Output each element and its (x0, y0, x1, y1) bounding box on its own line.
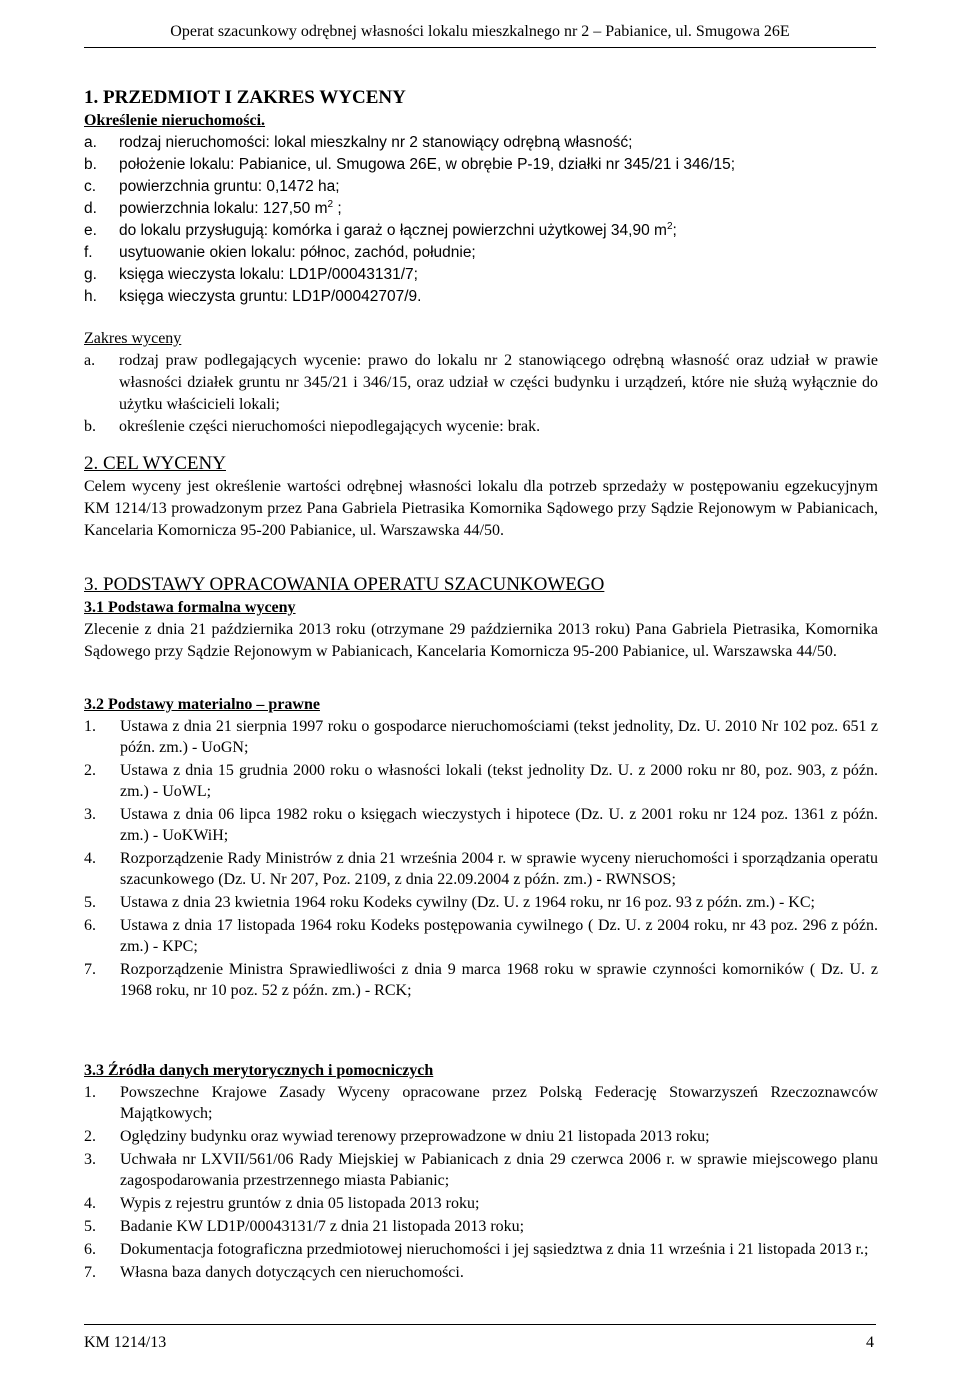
legal-basis-heading: 3.2 Podstawy materialno – prawne (84, 696, 320, 713)
purpose-text: Celem wyceny jest określenie wartości odrębnej własności lokalu dla potrzeb sprzedaży w postępowaniu egzekucyjnym KM 1214/13 prowadzonym przez Pana Gabriela Pietrasika Komornika Sądowego przy Sądzie Rejonowym w Pabianicach, Kancelaria Komornicza 95-200 Pabianice, ul. Warszawska 44/50. (84, 478, 878, 539)
section-3-heading: 3. PODSTAWY OPRACOWANIA OPERATU SZACUNKOWEGO (84, 574, 605, 595)
scope-list (84, 350, 878, 438)
data-sources-block (84, 1060, 878, 1285)
page-footer (84, 1324, 876, 1355)
header-title: Operat szacunkowy odrębnej własności lokalu mieszkalnego nr 2 – Pabianice, ul. Smugowa 26E (170, 23, 790, 40)
list-item: 2. Ustawa z dnia 15 grudnia 2000 roku o własności lokali (tekst jednolity Dz. U. z 2000 roku nr 80, poz. 903, z późn. zm.) - UoWL; (84, 762, 878, 800)
section-purpose (84, 452, 878, 542)
list-item: g. księga wieczysta lokalu: LD1P/00043131/7; (84, 266, 418, 283)
data-sources-heading: 3.3 Źródła danych merytorycznych i pomocniczych (84, 1062, 434, 1079)
section-basis (84, 573, 878, 663)
list-item: a. rodzaj praw podlegających wycenie: prawo do lokalu nr 2 stanowiącego odrębną własność oraz udział w prawie własności działek gruntu nr 345/21 i 346/15, oraz udział w części budynku i urządzeń, które nie służą wyłącznie do użytku właścicieli lokali; (84, 352, 878, 413)
section-subject-scope (84, 86, 878, 308)
list-item: 5. Badanie KW LD1P/00043131/7 z dnia 21 listopada 2013 roku; (84, 1218, 525, 1235)
list-item: 1. Powszechne Krajowe Zasady Wyceny opracowane przez Polską Federację Stowarzyszeń Rzeczoznawców Majątkowych; (84, 1084, 878, 1122)
section-1-heading: 1. PRZEDMIOT I ZAKRES WYCENY (84, 87, 406, 108)
list-item: h. księga wieczysta gruntu: LD1P/00042707/9. (84, 288, 422, 305)
list-item: d. powierzchnia lokalu: 127,50 $m^2$ ; (84, 198, 342, 217)
list-item: 3. Ustawa z dnia 06 lipca 1982 roku o księgach wieczystych i hipotece (Dz. U. z 2001 roku nr 124 poz. 1361 z późn. zm.) - UoKWiH; (84, 806, 878, 844)
scope-heading: Zakres wyceny (84, 330, 182, 347)
list-item: 3. Uchwała nr LXVII/561/06 Rady Miejskiej w Pabianicach z dnia 29 czerwca 2006 r. w sprawie miejscowego planu zagospodarowania przestrzennego miasta Pabianic; (84, 1151, 878, 1189)
list-item: 4. Wypis z rejestru gruntów z dnia 05 listopada 2013 roku; (84, 1195, 480, 1212)
list-item: 7. Rozporządzenie Ministra Sprawiedliwości z dnia 9 marca 1968 roku w sprawie czynności komorników ( Dz. U. z 1968 roku, nr 10 poz. 52 z późn. zm.) - RCK; (84, 961, 878, 999)
section-2-heading: 2. CEL WYCENY (84, 453, 226, 474)
list-item: c. powierzchnia gruntu: 0,1472 ha; (84, 178, 340, 195)
list-item: 6. Dokumentacja fotograficzna przedmiotowej nieruchomości i jej sąsiedztwa z dnia 11 września i 21 listopada 2013 r.; (84, 1241, 869, 1258)
list-item: b. określenie części nieruchomości niepodlegających wycenie: brak. (84, 418, 541, 435)
list-item: e. do lokalu przysługują: komórka i garaż o łącznej powierzchni użytkowej 34,90 $m^2$; (84, 220, 677, 239)
data-sources-list (84, 1082, 878, 1283)
case-number: KM 1214/13 (84, 1334, 167, 1351)
list-item: a. rodzaj nieruchomości: lokal mieszkalny nr 2 stanowiący odrębną własność; (84, 134, 633, 151)
list-item: f. usytuowanie okien lokalu: północ, zachód, południe; (84, 244, 476, 261)
list-item: 7. Własna baza danych dotyczących cen nieruchomości. (84, 1264, 464, 1281)
list-item: 5. Ustawa z dnia 23 kwietnia 1964 roku Kodeks cywilny (Dz. U. z 1964 roku, nr 16 poz. 93 z późn. zm.) - KC; (84, 894, 815, 911)
page-header (84, 20, 876, 48)
list-item: 2. Oględziny budynku oraz wywiad terenowy przeprowadzone w dniu 21 listopada 2013 roku; (84, 1128, 710, 1145)
formal-basis-text: Zlecenie z dnia 21 października 2013 roku (otrzymane 29 października 2013 roku) Pana Gabriela Pietrasika, Komornika Sądowego przy Sądzie Rejonowym w Pabianicach, Kancelaria Komornicza 95-200 Pabianice, ul. Warszawska 44/50. (84, 621, 878, 660)
legal-basis-list (84, 716, 878, 1001)
list-item: 4. Rozporządzenie Rady Ministrów z dnia 21 września 2004 r. w sprawie wyceny nieruchomości i sporządzania operatu szacunkowego (Dz. U. Nr 207, Poz. 2109, z dnia 22.09.2004 z późn. zm.) - RWNSOS; (84, 850, 878, 888)
formal-basis-heading: 3.1 Podstawa formalna wyceny (84, 599, 296, 616)
page-number: 4 (866, 1334, 874, 1351)
legal-basis-block (84, 694, 878, 1003)
scope-block (84, 328, 878, 438)
list-item: 1. Ustawa z dnia 21 sierpnia 1997 roku o gospodarce nieruchomościami (tekst jednolity, Dz. U. 2010 Nr 102 poz. 651 z późn. zm.) - UoGN; (84, 718, 878, 756)
list-item: 6. Ustawa z dnia 17 listopada 1964 roku Kodeks postępowania cywilnego ( Dz. U. z 2004 roku, nr 43 poz. 296 z późn. zm.) - KPC; (84, 917, 878, 955)
property-details-list (84, 132, 878, 308)
subject-subheading: Określenie nieruchomości. (84, 112, 266, 129)
list-item: b. położenie lokalu: Pabianice, ul. Smugowa 26E, w obrębie P-19, działki nr 345/21 i 346/15; (84, 156, 736, 173)
